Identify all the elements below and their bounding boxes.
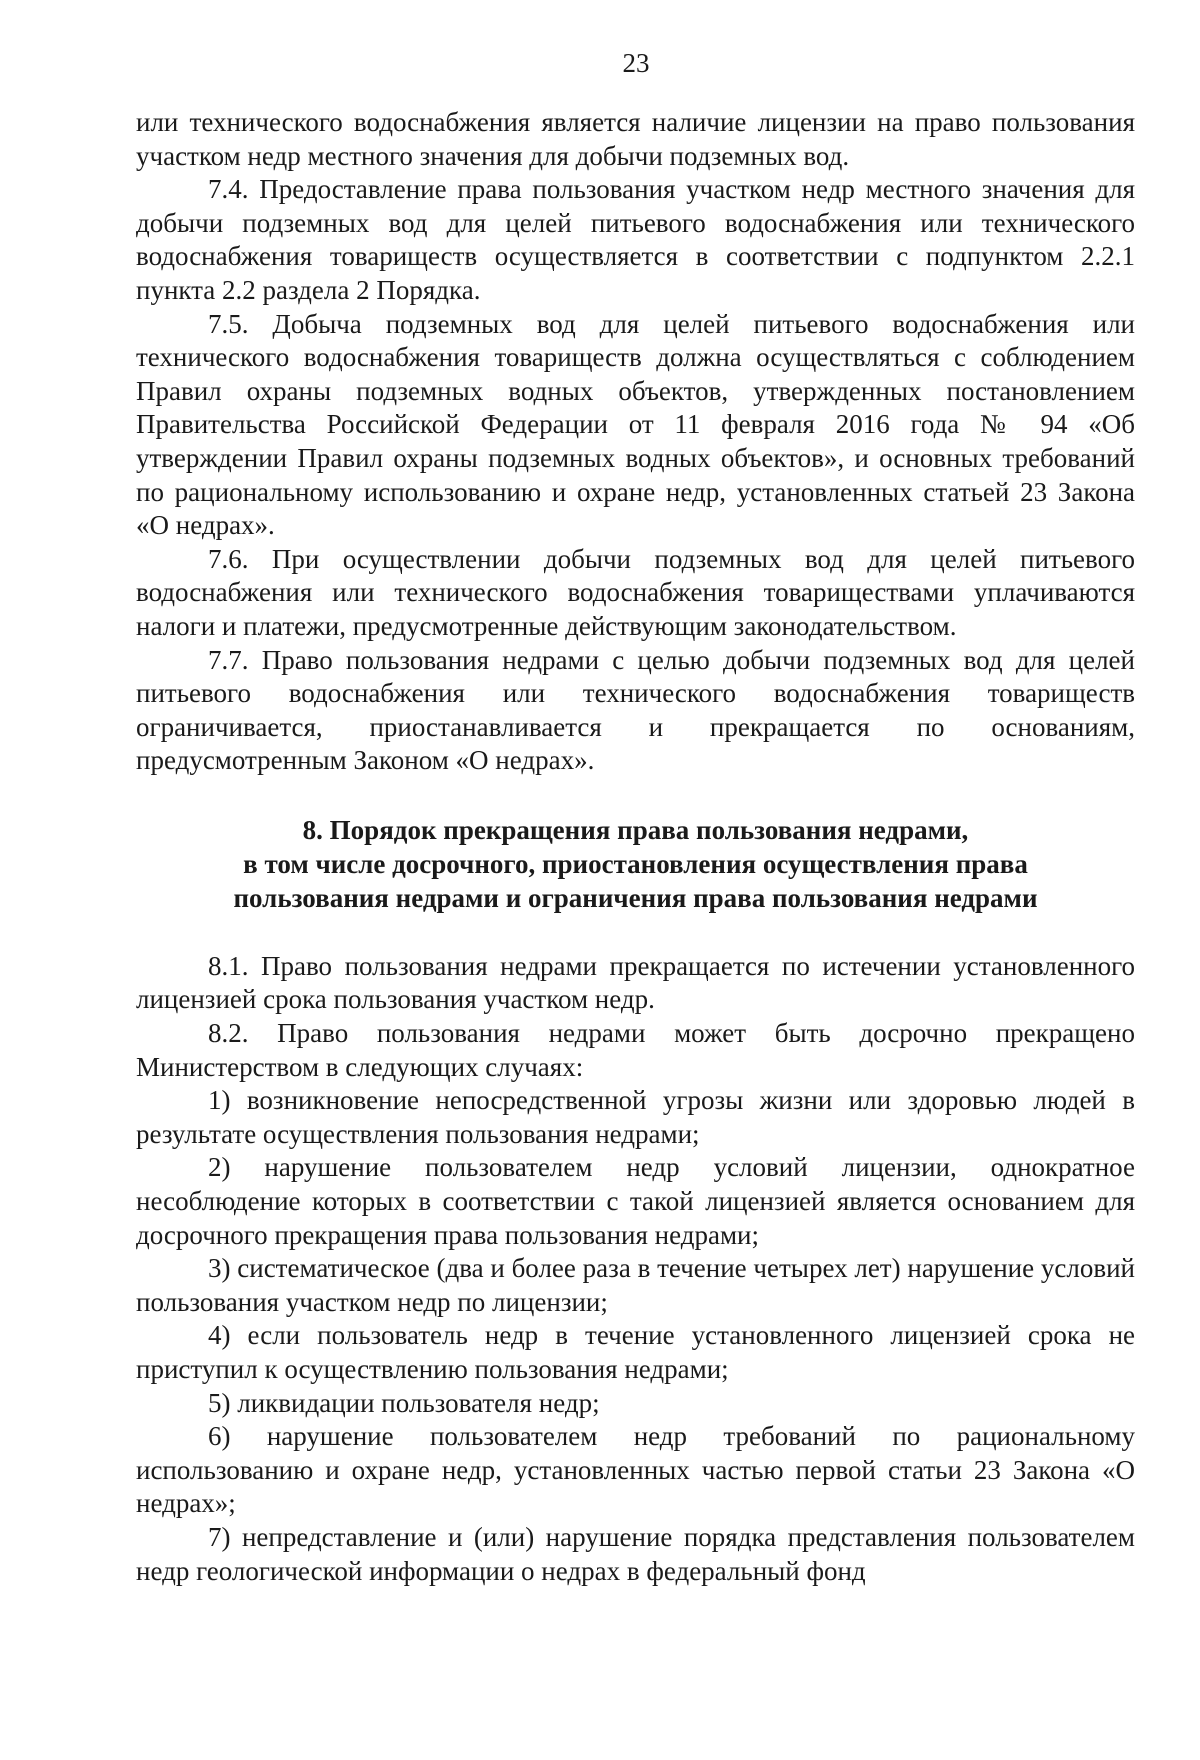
list-item-1: 1) возникновение непосредственной угрозы жизни или здоровью людей в результате осуществления пользования недрами; xyxy=(136,1085,1135,1149)
list-item-5: 5) ликвидации пользователя недр; xyxy=(208,1387,600,1418)
document-body xyxy=(136,106,1135,1588)
paragraph-7-7: 7.7. Право пользования недрами с целью добычи подземных вод для целей питьевого водоснабжения или технического водоснабжения товариществ ограничивается, приостанавливается и прекращается по основаниям, предусмотренным Законом «О недрах». xyxy=(136,644,1135,776)
list-item-7: 7) непредставление и (или) нарушение порядка представления пользователем недр геологической информации о недрах в федеральный фонд xyxy=(136,1521,1135,1586)
section-8-heading xyxy=(136,813,1135,915)
paragraph-7-4: 7.4. Предоставление права пользования участком недр местного значения для добычи подземных вод для целей питьевого водоснабжения или технического водоснабжения товариществ осуществляется в соответствии с подпунктом 2.2.1 пункта 2.2 раздела 2 Порядка. xyxy=(136,174,1135,305)
heading-line: в том числе досрочного, приостановления осуществления права xyxy=(243,848,1028,879)
list-item-6: 6) нарушение пользователем недр требований по рациональному использованию и охране недр, установленных частью первой статьи 23 Закона «О недрах»; xyxy=(136,1421,1135,1519)
paragraph-8-2: 8.2. Право пользования недрами может быть досрочно прекращено Министерством в следующих случаях: xyxy=(136,1018,1135,1082)
paragraph-8-1: 8.1. Право пользования недрами прекращается по истечении установленного лицензией срока пользования участком недр. xyxy=(136,950,1135,1015)
list-item-3: 3) систематическое (два и более раза в течение четырех лет) нарушение условий пользования участком недр по лицензии; xyxy=(136,1253,1135,1317)
page-number: 23 xyxy=(622,48,650,78)
paragraph-continuation: или технического водоснабжения является наличие лицензии на право пользования участком недр местного значения для добычи подземных вод. xyxy=(136,107,1135,171)
list-item-4: 4) если пользователь недр в течение установленного лицензией срока не приступил к осуществлению пользования недрами; xyxy=(136,1320,1135,1384)
paragraph-7-5: 7.5. Добыча подземных вод для целей питьевого водоснабжения или технического водоснабжения товариществ должна осуществляться с соблюдением Правил охраны подземных водных объектов, утвержденных постановлением Правительства Российской Федерации от 11 февраля 2016 года № 94 «Об утверждении Правил охраны подземных водных объектов», и основных требований по рациональному использованию и охране недр, установленных статьей 23 Закона «О недрах». xyxy=(136,308,1135,541)
heading-line: 8. Порядок прекращения права пользования недрами, xyxy=(302,814,969,845)
paragraph-7-6: 7.6. При осуществлении добычи подземных вод для целей питьевого водоснабжения или технического водоснабжения товариществами уплачиваются налоги и платежи, предусмотренные действующим законодательством. xyxy=(136,543,1135,641)
list-item-2: 2) нарушение пользователем недр условий лицензии, однократное несоблюдение которых в соответствии с такой лицензией является основанием для досрочного прекращения права пользования недрами; xyxy=(136,1152,1135,1250)
heading-line: пользования недрами и ограничения права пользования недрами xyxy=(233,882,1038,913)
